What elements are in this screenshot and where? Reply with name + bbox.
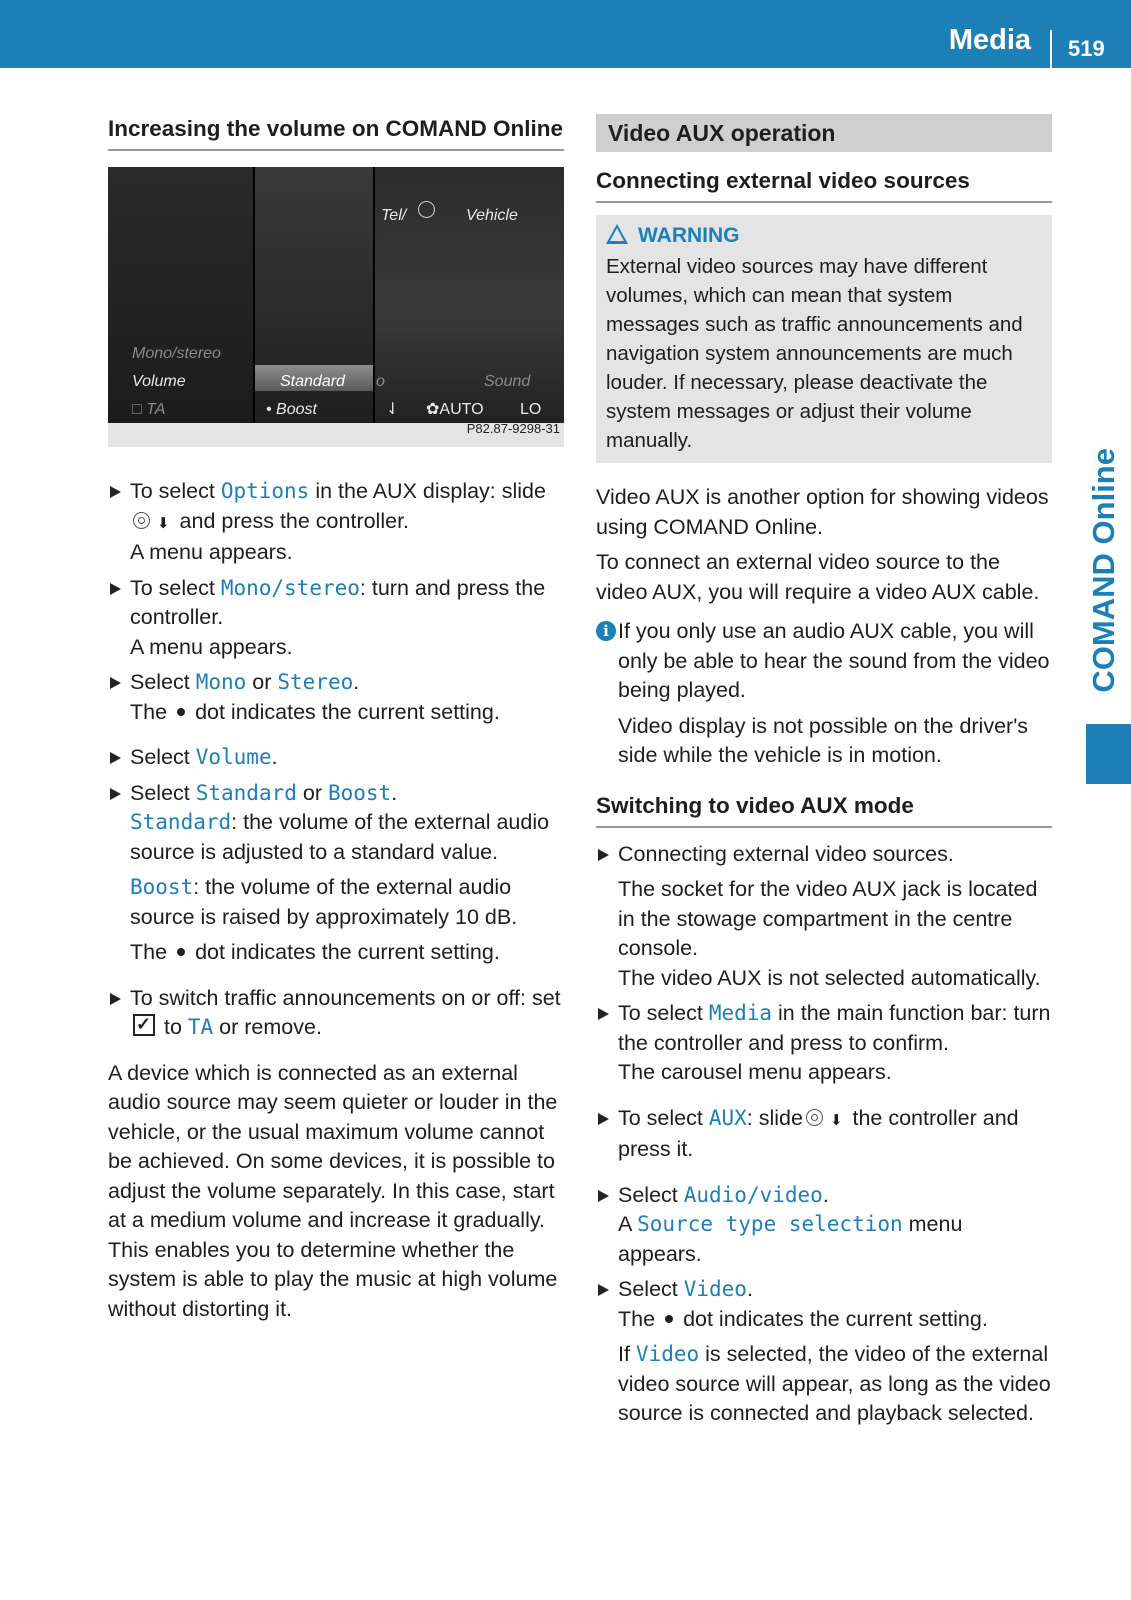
arrow-down-icon: ⬇ <box>157 514 170 532</box>
screen-sub-standard: Standard <box>280 373 345 390</box>
step-select-options: To select Options in the AUX display: slide ⬇ and press the controller. A menu appears. <box>108 477 564 568</box>
dot-icon <box>665 1315 673 1323</box>
dot-icon <box>177 948 185 956</box>
dot-icon <box>177 708 185 716</box>
screen-figure <box>108 167 564 447</box>
warning-icon <box>606 224 628 244</box>
volume-note: A device which is connected as an external audio source may seem quieter or louder in the vehicle, or the usual maximum volume cannot be achieved. On some devices, it is possible to adjust the volume separately. In this case, start at a medium volume and increase it gradually. This enables you to determine whether the system is able to play the music at high volume without distorting it. <box>108 1060 558 1321</box>
screen-menu-volume: Volume <box>132 373 186 390</box>
subheading-switching: Switching to video AUX mode <box>596 791 1052 828</box>
checkbox-icon: ✓ <box>133 1014 155 1036</box>
header-bar <box>0 0 1131 68</box>
info-note: i If you only use an audio AUX cable, you will only be able to hear the sound from the video being played. Video display is not possible on the driver's side while the vehicle is in motion. <box>596 617 1052 771</box>
step-traffic-announcements: To switch traffic announcements on or off: set ✓ to TA or remove. <box>108 984 564 1043</box>
screen-auto: ✿AUTO <box>426 401 484 418</box>
warning-title: WARNING <box>638 224 740 247</box>
section-bar: Video AUX operation <box>596 114 1052 152</box>
screen-menu-ta: □ TA <box>132 401 166 418</box>
step-select-volume: Select Volume. <box>108 743 564 773</box>
screen-tab-vehicle: Vehicle <box>466 207 518 224</box>
display-screenshot <box>108 167 564 423</box>
screen-lo: LO <box>520 401 542 418</box>
screen-sound: Sound <box>484 373 531 390</box>
step-select-video: Select Video. The dot indicates the current setting. If Video is selected, the video of the external video source will appear, as long as the video source is connected and playback selected. <box>596 1275 1052 1429</box>
warning-text: External video sources may have different volumes, which can mean that system messages such as traffic announcements and navigation system announcements are much louder. If necessary, please deactivate the system messages or adjust their volume manually. <box>606 255 1023 452</box>
paragraph-cable: To connect an external video source to the video AUX, you will require a video AUX cable. <box>596 550 1040 604</box>
arrow-down-icon: ⬇ <box>829 1111 843 1129</box>
screen-tab-tel: Tel/ <box>381 207 407 224</box>
step-select-mono-or-stereo: Select Mono or Stereo. The dot indicates the current setting. <box>108 668 564 727</box>
side-tab <box>1086 448 1121 708</box>
paragraph-video-aux: Video AUX is another option for showing videos using COMAND Online. <box>596 485 1049 539</box>
screen-o: o <box>376 373 385 390</box>
warning-box <box>596 215 1052 463</box>
globe-icon <box>418 201 435 218</box>
seat-icon: ⇃ <box>386 401 400 418</box>
screen-sub-boost: • Boost <box>266 401 317 418</box>
left-column <box>108 114 564 1330</box>
header-divider <box>1050 30 1052 68</box>
section-heading: Increasing the volume on COMAND Online <box>108 114 564 151</box>
step-select-aux: To select AUX: slide ⬇ the controller and press it. <box>596 1104 1052 1165</box>
right-column <box>596 114 1052 1435</box>
controller-icon <box>806 1109 823 1126</box>
step-select-mono-stereo: To select Mono/stereo: turn and press the controller. A menu appears. <box>108 574 564 663</box>
side-tab-marker <box>1086 724 1131 784</box>
step-select-standard-boost: Select Standard or Boost. Standard: the volume of the external audio source is adjusted to a standard value. Boost: the volume of the external audio source is raised by approximately 10 dB. The dot indicates the current setting. <box>108 779 564 968</box>
step-select-media: To select Media in the main function bar: turn the controller and press to confirm. The carousel menu appears. <box>596 999 1052 1088</box>
section-title: Media <box>948 24 1031 56</box>
page-number: 519 <box>1068 36 1105 61</box>
info-icon: i <box>596 621 616 641</box>
step-select-audio-video: Select Audio/video. A Source type selection menu appears. <box>596 1181 1052 1270</box>
subheading-connecting: Connecting external video sources <box>596 166 1052 203</box>
step-connect-sources: Connecting external video sources. The socket for the video AUX jack is located in the stowage compartment in the centre console. The video AUX is not selected automatically. <box>596 840 1052 994</box>
controller-icon <box>133 512 150 529</box>
figure-caption: P82.87-9298-31 <box>466 420 560 436</box>
side-tab-label: COMAND Online <box>1086 448 1121 693</box>
screen-menu-mono-stereo: Mono/stereo <box>132 345 221 362</box>
